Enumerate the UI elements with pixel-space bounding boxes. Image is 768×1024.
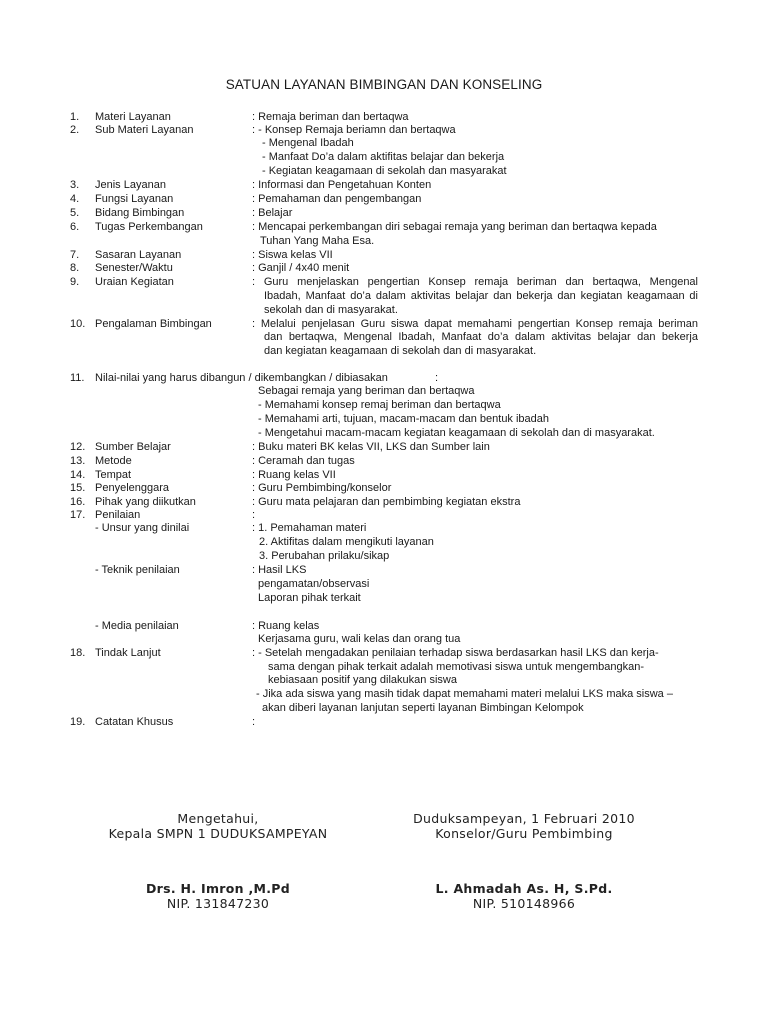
item-number: 12. [70,441,86,453]
item-label: Metode [95,455,132,467]
item-value: : Siswa kelas VII [252,249,333,261]
item-value: : Guru mata pelajaran dan pembimbing kegiatan ekstra [252,496,521,508]
item-value: : [252,509,256,521]
item-value: : Ruang kelas VII [252,469,336,481]
item-number: 18. [70,647,86,659]
item-label: Sub Materi Layanan [95,124,194,136]
sig-left-line1: Mengetahui, [177,811,259,826]
item-value: : [252,716,256,728]
item-value: : Hasil LKS [252,564,307,576]
item-value-cont: - Mengenal Ibadah [262,137,354,149]
item-value-cont: dan bertaqwa, Mengenal Ibadah, Manfaat do’a dalam aktivitas belajar dan bekerja [264,331,698,343]
item-value-cont: - Jika ada siswa yang masih tidak dapat memahami materi melalui LKS maka siswa – [256,688,673,700]
item-value: : Mencapai perkembangan diri sebagai remaja yang beriman dan bertaqwa kepada [252,221,657,233]
item-number: 7. [70,249,80,261]
sig-right-nip: NIP. 510148966 [472,896,576,911]
item-label: Nilai-nilai yang harus dibangun / dikembangkan / dibiasakan [95,372,388,384]
item-value: : Guru Pembimbing/konselor [252,482,392,494]
item-number: 4. [70,193,80,205]
item-number: 3. [70,179,80,191]
sub-item-label: - Unsur yang dinilai [95,522,190,534]
item-value-cont: pengamatan/observasi [258,578,370,590]
item-value: : Ceramah dan tugas [252,455,355,467]
item-number: 8. [70,262,80,274]
item-value: : Informasi dan Pengetahuan Konten [252,179,432,191]
item-value-cont: - Kegiatan keagamaan di sekolah dan masyarakat [262,165,507,177]
item-number: 17. [70,509,86,521]
sig-right-line2: Konselor/Guru Pembimbing [435,826,613,841]
item-value-cont: - Memahami arti, tujuan, macam-macam dan bentuk ibadah [258,413,550,425]
item-value: : Belajar [252,207,293,219]
item-label: Fungsi Layanan [95,193,174,205]
item-number: 2. [70,124,80,136]
item-value-cont: - Memahami konsep remaj beriman dan bertaqwa [258,399,501,411]
item-value-cont: 2. Aktifitas dalam mengikuti layanan [259,536,434,548]
item-number: 6. [70,221,80,233]
item-label: Bidang Bimbingan [95,207,185,219]
item-value: : Ganjil / 4x40 menit [252,262,350,274]
item-value-cont: - Manfaat Do’a dalam aktifitas belajar dan bekerja [262,151,505,163]
item-number: 9. [70,276,80,288]
item-value: : 1. Pemahaman materi [252,522,367,534]
item-number: 1. [70,111,80,123]
item-number: 5. [70,207,80,219]
sig-left-nip: NIP. 131847230 [166,896,270,911]
item-value: : Buku materi BK kelas VII, LKS dan Sumber lain [252,441,490,453]
item-label: Materi Layanan [95,111,171,123]
item-value-cont: kebiasaan positif yang dilakukan siswa [268,674,457,686]
item-number: 14. [70,469,86,481]
document-title: SATUAN LAYANAN BIMBINGAN DAN KONSELING [225,77,543,92]
sig-left-name-text: Drs. H. Imron ,M.Pd [145,881,291,896]
item-label: Tugas Perkembangan [95,221,203,233]
sub-item-label: - Media penilaian [95,620,179,632]
item-value-cont: Sebagai remaja yang beriman dan bertaqwa [258,385,475,397]
item-label: Tindak Lanjut [95,647,161,659]
item-label: Penilaian [95,509,141,521]
sig-left-name [90,881,346,896]
item-value-cont: Kerjasama guru, wali kelas dan orang tua [258,633,461,645]
item-value: : - Setelah mengadakan penilaian terhadap siswa berdasarkan hasil LKS dan kerja- [252,647,659,659]
sig-right-line1: Duduksampeyan, 1 Februari 2010 [413,811,635,826]
item-label: Jenis Layanan [95,179,166,191]
item-number: 15. [70,482,86,494]
item-label: Sasaran Layanan [95,249,182,261]
item-label: Catatan Khusus [95,716,174,728]
item-number: 11. [70,372,85,384]
item-value-cont: Tuhan Yang Maha Esa. [260,235,375,247]
item-label: Pengalaman Bimbingan [95,318,212,330]
item-value: : Pemahaman dan pengembangan [252,193,422,205]
item-value: : Guru menjelaskan pengertian Konsep remaja beriman dan bertaqwa, Mengenal [252,276,698,288]
item-number: 10. [70,318,86,330]
sig-right-name [396,881,652,896]
item-value-cont: - Mengetahui macam-macam kegiatan keagamaan di sekolah dan di masyarakat. [258,427,655,439]
item-label: Senester/Waktu [95,262,173,274]
item-label: Penyelenggara [95,482,170,494]
item-number: 13. [70,455,86,467]
item-value-cont: sama dengan pihak terkait adalah memotivasi siswa untuk mengembangkan- [268,661,645,673]
item-label: Uraian Kegiatan [95,276,174,288]
item-value-cont: dan kegiatan keagamaan di sekolah dan di masyarakat. [264,345,537,357]
item-value-cont: akan diberi layanan lanjutan seperti layanan Bimbingan Kelompok [262,702,584,714]
item-number: 19. [70,716,86,728]
item-value: : Remaja beriman dan bertaqwa [252,111,409,123]
item-value-cont: 3. Perubahan prilaku/sikap [259,550,390,562]
sig-right-name-text: L. Ahmadah As. H, S.Pd. [435,881,613,896]
item-value-cont: sekolah dan di masyarakat. [264,304,398,316]
item-value: : [435,372,439,384]
item-value: : - Konsep Remaja beriamn dan bertaqwa [252,124,456,136]
item-value: : Ruang kelas [252,620,320,632]
item-number: 16. [70,496,86,508]
item-label: Pihak yang diikutkan [95,496,196,508]
item-label: Tempat [95,469,132,481]
item-value-cont: Ibadah, Manfaat do’a dalam aktivitas belajar dan bekerja dan kegiatan keagamaan di [264,290,698,302]
sub-item-label: - Teknik penilaian [95,564,180,576]
sig-left-line2: Kepala SMPN 1 DUDUKSAMPEYAN [108,826,328,841]
item-value-cont: Laporan pihak terkait [258,592,361,604]
item-value: : Melalui penjelasan Guru siswa dapat memahami pengertian Konsep remaja beriman [252,318,698,330]
item-label: Sumber Belajar [95,441,171,453]
